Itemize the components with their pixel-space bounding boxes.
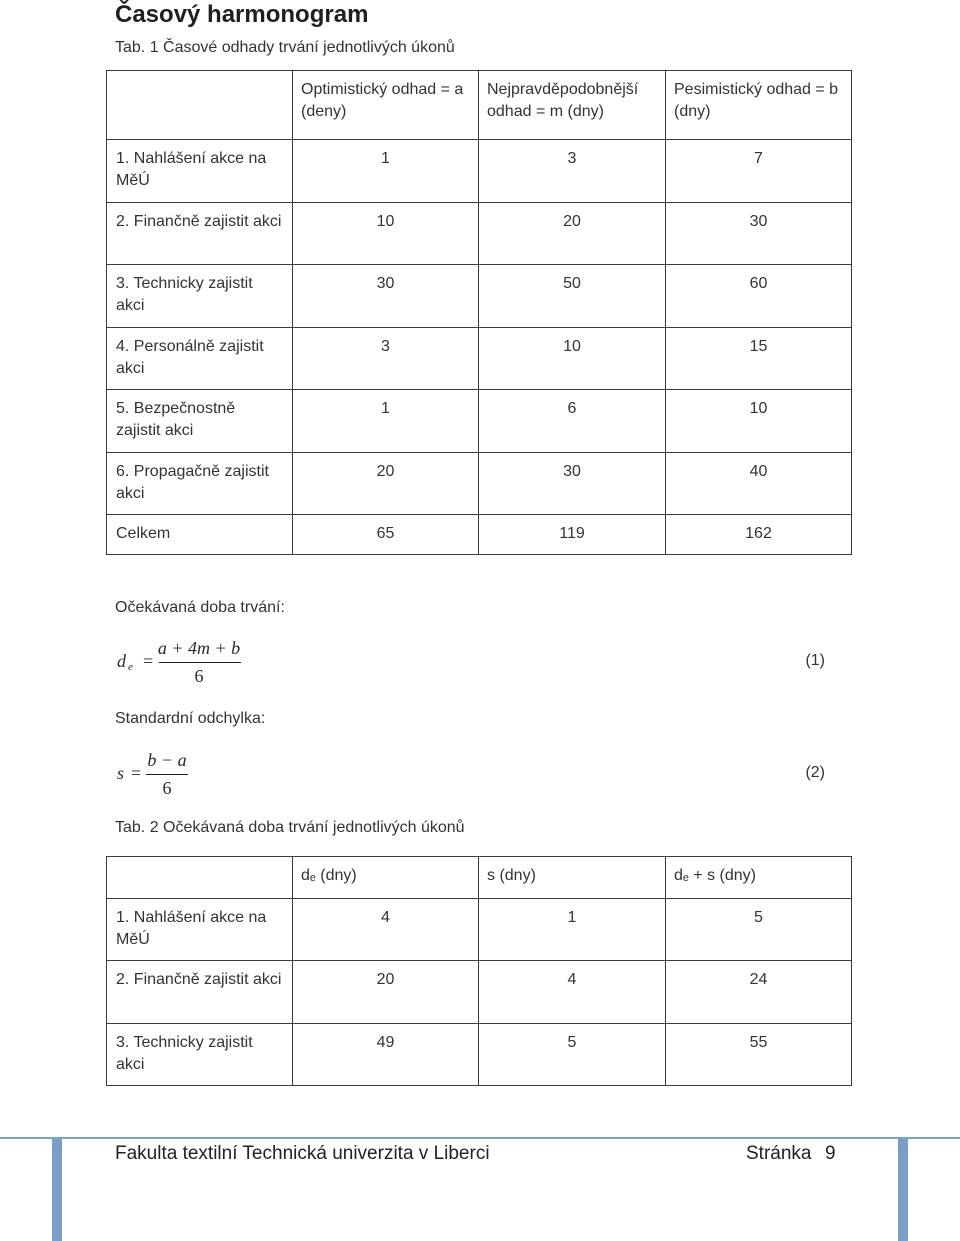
row-label: 1. Nahlášení akce na MěÚ xyxy=(107,140,293,203)
row-label: 4. Personálně zajistit akci xyxy=(107,328,293,390)
cell-de: 20 xyxy=(293,961,479,1024)
cell-de: 49 xyxy=(293,1024,479,1086)
formula2-denominator: 6 xyxy=(162,778,172,798)
table-row-total xyxy=(107,515,852,555)
cell-m: 30 xyxy=(479,453,666,515)
cell-a: 30 xyxy=(293,265,479,328)
table2-caption: Tab. 2 Očekávaná doba trvání jednotlivých úkonů xyxy=(115,819,465,836)
table1-header-corner xyxy=(107,71,293,140)
row-label: 2. Finančně zajistit akci xyxy=(107,203,293,265)
table-row xyxy=(107,203,852,265)
table-row xyxy=(107,140,852,203)
formula1-number: (1) xyxy=(805,652,825,669)
table-row xyxy=(107,1024,852,1086)
table1-caption: Tab. 1 Časové odhady trvání jednotlivých úkonů xyxy=(115,39,455,56)
formula2-lhs: s xyxy=(117,763,125,783)
cell-b: 60 xyxy=(666,265,852,328)
cell-b: 30 xyxy=(666,203,852,265)
footer-page-label: Stránka xyxy=(746,1143,812,1164)
formula1-label: Očekávaná doba trvání: xyxy=(115,599,285,616)
table2-header-row xyxy=(107,857,852,899)
table-row xyxy=(107,265,852,328)
table2-header-s: s (dny) xyxy=(479,857,666,899)
table1-header-row xyxy=(107,71,852,140)
row-label: 3. Technicky zajistit akci xyxy=(107,265,293,328)
cell-b: 40 xyxy=(666,453,852,515)
cell-b: 10 xyxy=(666,390,852,453)
cell-a: 10 xyxy=(293,203,479,265)
table-row xyxy=(107,453,852,515)
formula2 xyxy=(115,748,825,804)
table-row xyxy=(107,961,852,1024)
table-row xyxy=(107,328,852,390)
formula2-fraction-bar xyxy=(146,774,188,775)
cell-b: 162 xyxy=(666,515,852,555)
cell-b: 7 xyxy=(666,140,852,203)
formula1 xyxy=(115,636,825,692)
cell-b: 15 xyxy=(666,328,852,390)
table-row xyxy=(107,390,852,453)
cell-a: 20 xyxy=(293,453,479,515)
row-label: 1. Nahlášení akce na MěÚ xyxy=(107,899,293,961)
cell-s: 1 xyxy=(479,899,666,961)
table2-header-de-plus-s: dₑ + s (dny) xyxy=(666,857,852,899)
cell-s: 5 xyxy=(479,1024,666,1086)
table1 xyxy=(106,70,852,555)
cell-m: 50 xyxy=(479,265,666,328)
formula2-number: (2) xyxy=(805,764,825,781)
page-heading: Časový harmonogram xyxy=(115,1,369,28)
cell-m: 3 xyxy=(479,140,666,203)
footer-accent-bar-right xyxy=(898,1139,908,1241)
formula1-fraction-bar xyxy=(159,662,241,663)
formula2-equals: = xyxy=(131,763,142,783)
formula1-lhs: d xyxy=(117,651,126,671)
footer-accent-bar-left xyxy=(52,1139,62,1241)
cell-sum: 24 xyxy=(666,961,852,1024)
footer-institution: Fakulta textilní Technická univerzita v Liberci xyxy=(115,1143,490,1164)
row-label: 2. Finančně zajistit akci xyxy=(107,961,293,1024)
cell-s: 4 xyxy=(479,961,666,1024)
table2-header-de: dₑ (dny) xyxy=(293,857,479,899)
cell-a: 3 xyxy=(293,328,479,390)
table2-header-corner xyxy=(107,857,293,899)
cell-m: 119 xyxy=(479,515,666,555)
table-row xyxy=(107,899,852,961)
cell-a: 1 xyxy=(293,140,479,203)
cell-a: 1 xyxy=(293,390,479,453)
table2 xyxy=(106,856,852,1086)
cell-sum: 5 xyxy=(666,899,852,961)
row-label: 3. Technicky zajistit akci xyxy=(107,1024,293,1086)
formula2-label: Standardní odchylka: xyxy=(115,710,266,727)
table1-header-optimistic: Optimistický odhad = a (deny) xyxy=(293,71,479,140)
row-label: Celkem xyxy=(107,515,293,555)
formula1-numerator: a + 4m + b xyxy=(157,638,241,658)
formula2-numerator: b − a xyxy=(147,750,187,770)
cell-a: 65 xyxy=(293,515,479,555)
row-label: 5. Bezpečnostně zajistit akci xyxy=(107,390,293,453)
table1-header-most-likely: Nejpravděpodobnější odhad = m (dny) xyxy=(479,71,666,140)
cell-m: 6 xyxy=(479,390,666,453)
footer-divider xyxy=(0,1137,960,1139)
formula1-denominator: 6 xyxy=(194,666,204,686)
cell-m: 10 xyxy=(479,328,666,390)
cell-de: 4 xyxy=(293,899,479,961)
cell-m: 20 xyxy=(479,203,666,265)
cell-sum: 55 xyxy=(666,1024,852,1086)
footer-page-number: 9 xyxy=(825,1143,836,1164)
row-label: 6. Propagačně zajistit akci xyxy=(107,453,293,515)
table1-header-pessimistic: Pesimistický odhad = b (dny) xyxy=(666,71,852,140)
formula1-equals: = xyxy=(143,651,154,671)
formula1-lhs-subscript: e xyxy=(128,661,133,673)
